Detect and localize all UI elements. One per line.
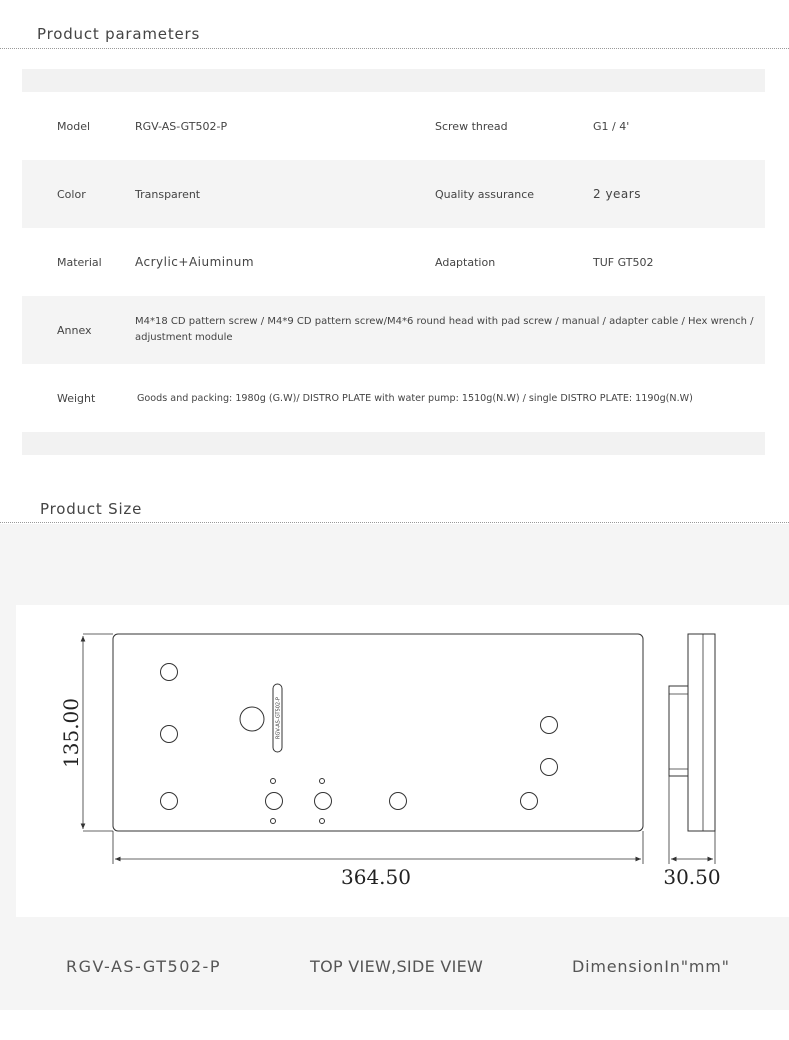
plate-engraving: RGV-AS-GT502-P [275,697,282,739]
annex-value: M4*18 CD pattern screw / M4*9 CD pattern screw/M4*6 round head with pad screw / manual / adapter cable / Hex wrench / adjustment module [135,316,754,343]
weight-label: Weight [57,391,96,405]
table-bottom-band [22,432,765,455]
caption-views: TOP VIEW,SIDE VIEW [310,957,484,976]
quality-assurance-value: 2 years [593,187,641,201]
size-divider [0,522,789,523]
caption-model: RGV-AS-GT502-P [66,957,221,976]
table-row-weight [22,364,765,432]
screw-thread-label: Screw thread [435,119,508,133]
params-table [22,69,765,455]
params-title: Product parameters [37,25,201,43]
side-view-plate [688,634,715,831]
size-title: Product Size [40,500,143,518]
table-row-color [22,160,765,228]
table-row-model [22,92,765,160]
weight-value: Goods and packing: 1980g (G.W)/ DISTRO PLATE with water pump: 1510g(N.W) / single DISTRO PLATE: 1190g(N.W) [137,392,693,404]
table-row-material [22,228,765,296]
dimension-drawing [16,605,789,917]
material-label: Material [57,255,102,269]
color-value: Transparent [135,187,201,201]
screw-thread-value: G1 / 4' [593,119,630,133]
adaptation-label: Adaptation [435,255,496,269]
top-view-plate [113,634,643,831]
table-top-band [22,69,765,92]
quality-assurance-label: Quality assurance [435,187,535,201]
height-dimension: 135.00 [59,698,83,768]
side-view-fitting [669,686,688,776]
width-dimension: 364.50 [341,865,411,889]
table-row-annex [22,296,765,364]
params-divider [0,48,789,49]
model-value: RGV-AS-GT502-P [135,119,228,133]
color-label: Color [57,187,86,201]
model-label: Model [57,119,91,133]
material-value: Acrylic+Aiuminum [135,255,255,269]
technical-drawing-svg [16,605,789,917]
adaptation-value: TUF GT502 [593,255,654,269]
annex-label: Annex [57,323,92,337]
caption-units: DimensionIn"mm" [572,957,730,976]
depth-dimension: 30.50 [663,865,721,889]
